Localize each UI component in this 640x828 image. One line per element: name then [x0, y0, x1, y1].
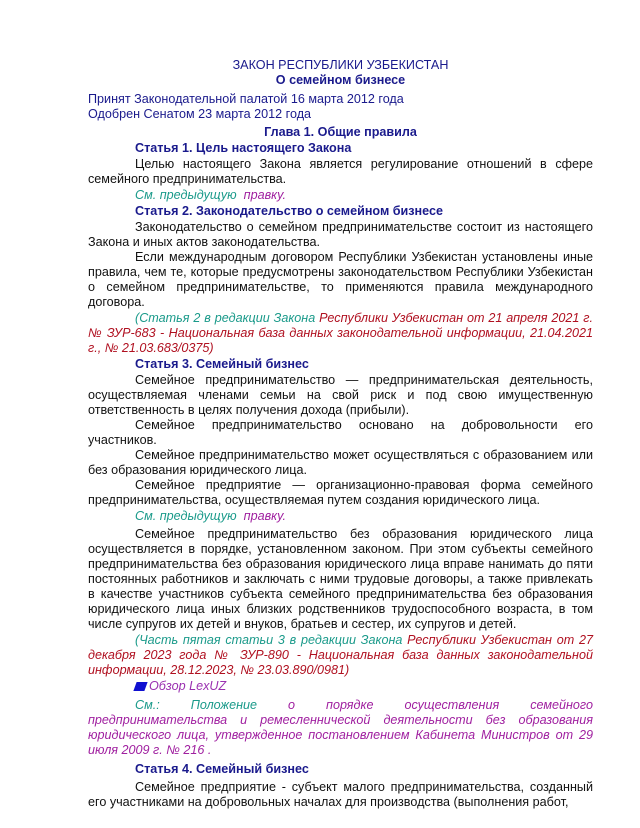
see-regulation-label: См.: Положение: [135, 698, 258, 712]
article-2-paragraph-2: Если международным договором Республики Узбекистан установлены иные правила, чем те, которые предусмотрены законодательством Республики Узбекистан о семейном предпринимательстве, то применяются правила международного договора.: [88, 250, 593, 309]
article-3-paragraph-4: Семейное предприятие — организационно-правовая форма семейного предпринимательства, осуществляемая путем создания юридического лица.: [88, 478, 593, 507]
article-2-revision-note: [88, 311, 593, 356]
article-1-heading[interactable]: Статья 1. Цель настоящего Закона: [135, 141, 352, 155]
article-1-paragraph: Целью настоящего Закона является регулирование отношений в сфере семейного предпринимательства.: [88, 157, 593, 186]
adopted-date: Принят Законодательной палатой 16 марта 2012 года: [88, 92, 404, 106]
law-document: [88, 58, 593, 810]
law-subtitle: О семейном бизнесе: [275, 73, 406, 87]
article-3-heading[interactable]: Статья 3. Семейный бизнес: [135, 357, 309, 371]
regulation-link[interactable]: о порядке осуществления семейного предпринимательства и ремесленнической деятельности без образования юридического лица, утвержденное постановлением Кабинета Министров от 29 июля 2009 г. № 216 .: [88, 698, 593, 757]
revision-law-link[interactable]: Республики Узбекистан от 27 декабря 2023 года № ЗУР-890 - Национальная база данных законодательной информации, 28.12.2023, № 23.03.890/0981): [88, 633, 594, 677]
law-title: ЗАКОН РЕСПУБЛИКИ УЗБЕКИСТАН: [232, 58, 449, 72]
revision-note-label: (Часть пятая статьи 3 в редакции Закона: [135, 633, 403, 647]
review-icon: [133, 682, 147, 691]
lexuz-review-label[interactable]: Обзор LexUZ: [149, 679, 227, 693]
see-previous-label: См. предыдущую: [135, 188, 237, 202]
article-3-paragraph-5: Семейное предпринимательство без образования юридического лица осуществляется в порядке, установленном законом. При этом субъекты семейного предпринимательства без образования юридического лица вправе нанимать до пяти постоянных работников и заключать с ними трудовые договоры, а также привлекать в качестве участников субъекта семейного предпринимательства без образования юридического лица иных близких родственников трудоспособного возраста, в том числе супругов их детей и внуков, братьев и сестер, их супругов и детей.: [88, 527, 593, 631]
article-3-paragraph-1: Семейное предпринимательство — предпринимательская деятельность, осуществляемая членами семьи на свой риск и под свою имущественную ответственность в целях получения дохода (прибыли).: [88, 373, 593, 417]
lexuz-review-link[interactable]: [88, 679, 593, 694]
approved-date: Одобрен Сенатом 23 марта 2012 года: [88, 107, 312, 121]
article-2-paragraph-1: Законодательство о семейном предпринимательстве состоит из настоящего Закона и иных актов законодательства.: [88, 220, 593, 249]
article-3-see-regulation: [88, 698, 593, 758]
chapter-heading: Глава 1. Общие правила: [264, 125, 417, 139]
article-3-revision-note: [88, 633, 593, 678]
see-previous-label: См. предыдущую: [135, 509, 237, 523]
article-3-paragraph-3: Семейное предпринимательство может осуществляться с образованием или без образования юридического лица.: [88, 448, 593, 477]
article-2-heading[interactable]: Статья 2. Законодательство о семейном бизнесе: [135, 204, 444, 218]
revision-law-link[interactable]: Республики Узбекистан от 21 апреля 2021 г. № ЗУР-683 - Национальная база данных законодательной информации, 21.04.2021 г., № 21.03.683/0375): [88, 311, 593, 355]
revision-note-label: (Статья 2 в редакции Закона: [135, 311, 316, 325]
article-1-see-previous: [88, 188, 593, 203]
article-3-see-previous: [88, 509, 593, 524]
previous-revision-link[interactable]: правку.: [243, 188, 287, 202]
previous-revision-link[interactable]: правку.: [243, 509, 287, 523]
article-3-paragraph-2: Семейное предпринимательство основано на добровольности его участников.: [88, 418, 593, 447]
article-4-heading[interactable]: Статья 4. Семейный бизнес: [135, 762, 309, 776]
article-4-paragraph-1: Семейное предприятие - субъект малого предпринимательства, созданный его участниками на добровольных началах для производства (выполнения работ,: [88, 780, 593, 809]
